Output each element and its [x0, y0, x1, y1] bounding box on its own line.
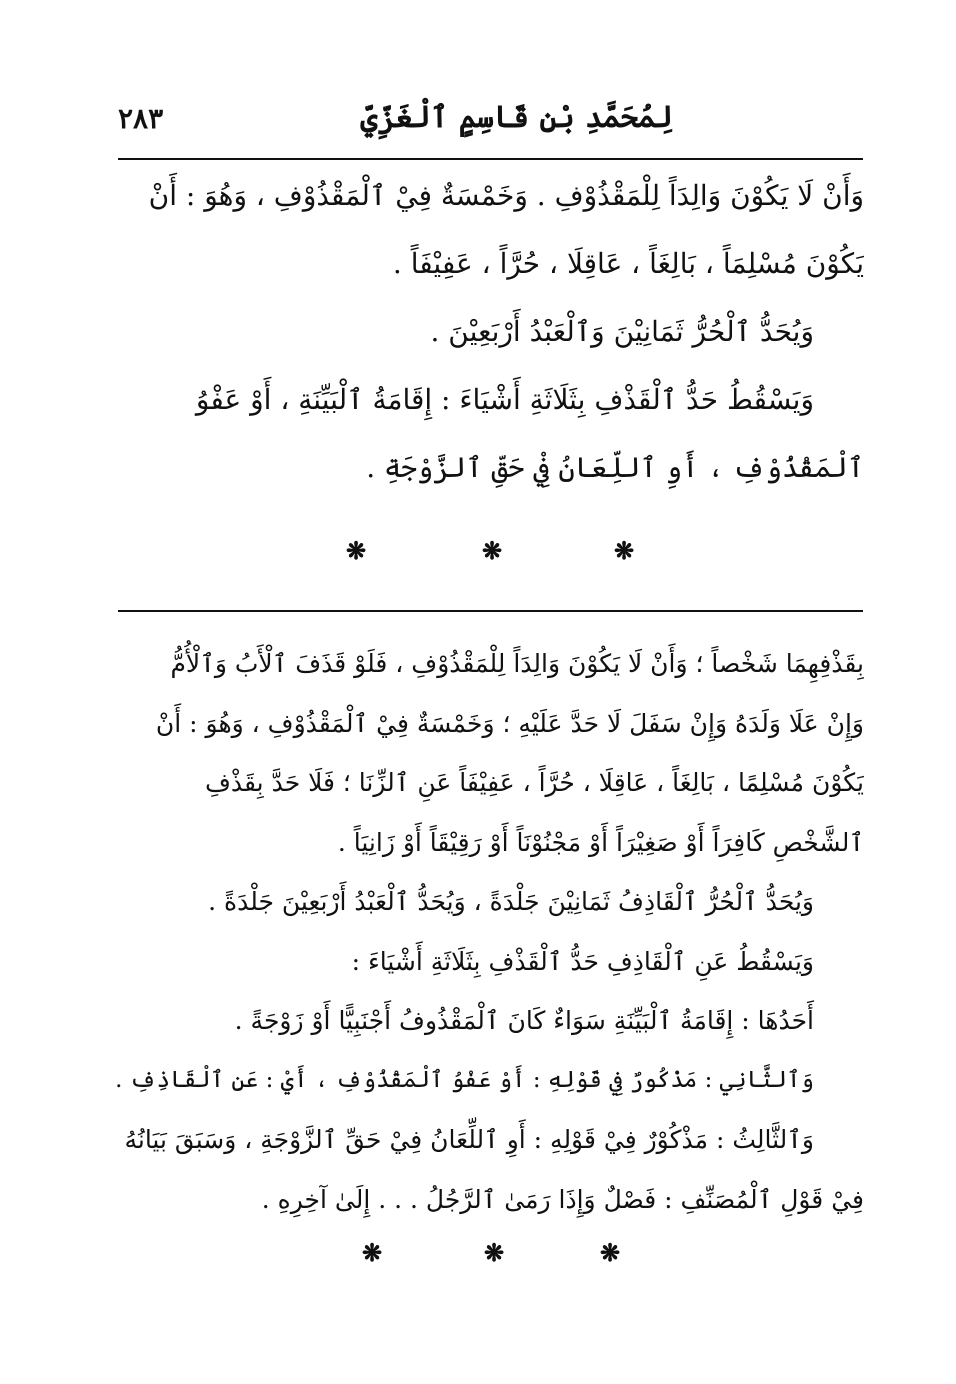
page-number: ٢٨٣: [118, 102, 164, 135]
matn-text: [112, 162, 864, 502]
running-title: لِمُحَمَّدِ بْنِ قَاسِمٍ ٱلْغَزِّيِّ: [360, 100, 673, 135]
section-divider-stars: [0, 536, 956, 566]
sharh-line: بِقَذْفِهِمَا شَخْصاً ؛ وَأَنْ لَا يَكُوْنَ وَالِدَاً لِلْمَقْذُوْفِ ، فَلَوْ قَذَفَ ٱلْأَبُ وَٱلْأُمُّ: [170, 649, 864, 678]
star-ornament: ❋: [614, 536, 635, 565]
footer-divider-stars: [0, 1238, 956, 1268]
star-ornament: ❋: [484, 1238, 505, 1267]
star-ornament: ❋: [482, 536, 503, 565]
sharh-line: أَحَدُهَا : إِقَامَةُ ٱلْبَيِّنَةِ سَوَاءٌ كَانَ ٱلْمَقْذُوفُ أَجْنَبِيًّا أَوْ زَوْجَةً .: [234, 1006, 814, 1035]
matn-line: يَكُوْنَ مُسْلِمَاً ، بَالِغَاً ، عَاقِلَا ، حُرَّاً ، عَفِيْفَاً .: [392, 247, 864, 280]
matn-line: ٱلْمَقْذُوْفِ ، أَوِ ٱللِّعَانُ فِيْ حَقِّ ٱلزَّوْجَةِ .: [366, 451, 864, 484]
header-rule: [118, 158, 863, 160]
separator-rule: [118, 610, 863, 612]
sharh-line: يَكُوْنَ مُسْلِمًا ، بَالِغَاً ، عَاقِلَا ، حُرَّاً ، عَفِيْفَاً عَنِ ٱلزِّنَا ؛ فَلَا حَدَّ بِقَذْفِ: [204, 768, 864, 797]
sharh-line: وَيُحَدُّ ٱلْحُرُّ ٱلْقَاذِفُ ثَمَانِيْنَ جَلْدَةً ، وَيُحَدُّ ٱلْعَبْدُ أَرْبَعِيْنَ جَلْدَةً .: [208, 887, 814, 916]
sharh-line: وَٱلثَّالِثُ : مَذْكُوْرٌ فِيْ قَوْلِهِ : أَوِ ٱللِّعَانُ فِيْ حَقِّ ٱلزَّوْجَةِ ، وَسَبَقَ بَيَانُهُ: [124, 1125, 814, 1154]
page-header: [118, 96, 863, 146]
sharh-line: وَيَسْقُطُ عَنِ ٱلْقَاذِفِ حَدُّ ٱلْقَذْفِ بِثَلَاثَةِ أَشْيَاءَ :: [351, 946, 814, 976]
sharh-text: [112, 634, 864, 1229]
star-ornament: ❋: [600, 1238, 621, 1267]
matn-line: وَأَنْ لَا يَكُوْنَ وَالِدَاً لِلْمَقْذُوْفِ . وَخَمْسَةٌ فِيْ ٱلْمَقْذُوْفِ ، وَهُوَ : أَنْ: [148, 179, 864, 212]
star-ornament: ❋: [362, 1238, 383, 1267]
matn-line: وَيُحَدُّ ٱلْحُرُّ ثَمَانِيْنَ وَٱلْعَبْدُ أَرْبَعِيْنَ .: [430, 315, 814, 348]
sharh-line: ٱلشَّخْصِ كَافِرَاً أَوْ صَغِيْرَاً أَوْ مَجْنُوْنَاً أَوْ رَقِيْقَاً أَوْ زَانِيَاً .: [337, 827, 864, 857]
sharh-line: وَإِنْ عَلَا وَلَدَهُ وَإِنْ سَفَلَ لَا حَدَّ عَلَيْهِ ؛ وَخَمْسَةٌ فِيْ ٱلْمَقْذُوْفِ ، وَهُوَ : أَنْ: [155, 708, 864, 738]
matn-line: وَيَسْقُطُ حَدُّ ٱلْقَذْفِ بِثَلَاثَةِ أَشْيَاءَ : إِقَامَةُ ٱلْبَيِّنَةِ ، أَوْ عَفْوُ: [195, 383, 814, 416]
star-ornament: ❋: [346, 536, 367, 565]
sharh-line: فِيْ قَوْلِ ٱلْمُصَنِّفِ : فَصْلٌ وَإِذَا رَمَىٰ ٱلرَّجُلُ . . . إِلَىٰ آخِرِهِ .: [261, 1184, 864, 1214]
sharh-line: وَٱلثَّانِي : مَذْكُورٌ فِي قَوْلِهِ : أَوْ عَفْوُ ٱلْمَقْذُوْفِ ، أَيْ : عَنِ ٱلْقَاذِفِ .: [115, 1066, 814, 1093]
